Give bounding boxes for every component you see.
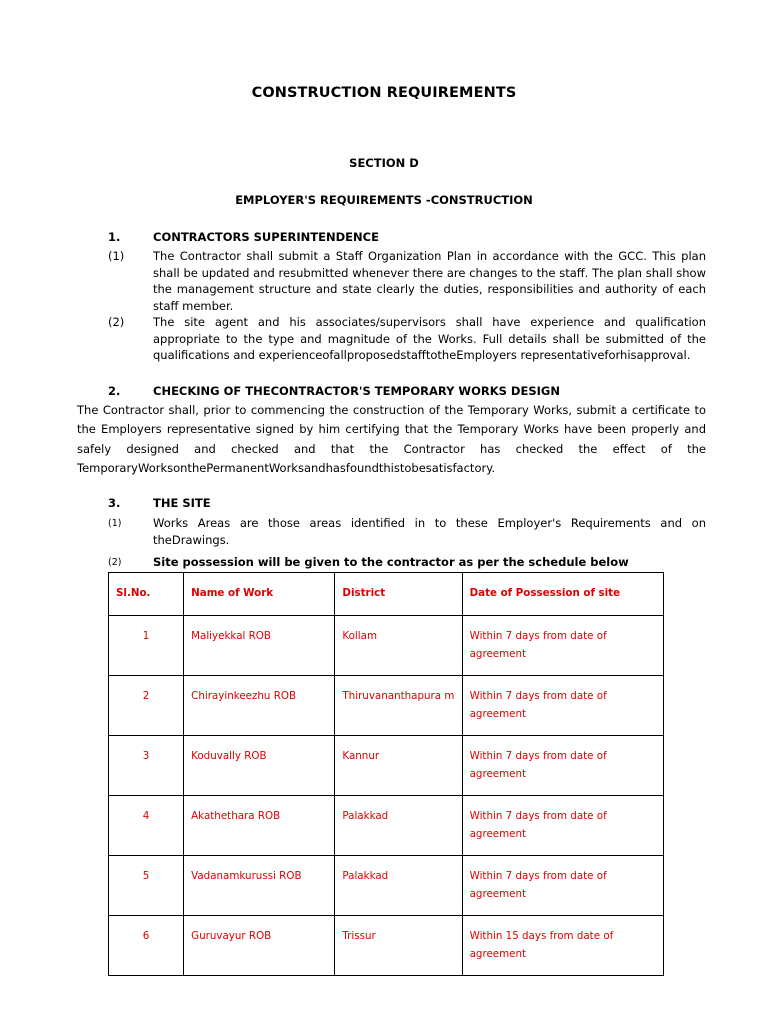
cell-district: Kollam bbox=[335, 616, 462, 676]
item-marker: (2) bbox=[108, 557, 122, 568]
section-2-number: 2. bbox=[108, 384, 121, 398]
cell-district: Kannur bbox=[335, 736, 462, 796]
table-row bbox=[109, 916, 664, 976]
cell-district: Palakkad bbox=[335, 796, 462, 856]
section-1-item-1 bbox=[108, 248, 706, 314]
cell-sl-no: 5 bbox=[109, 856, 184, 916]
section-3-item-2 bbox=[108, 554, 706, 571]
item-text: Site possession will be given to the contractor as per the schedule below bbox=[153, 555, 629, 569]
section-3-title: THE SITE bbox=[153, 496, 211, 510]
cell-name-of-work: Chirayinkeezhu ROB bbox=[184, 676, 335, 736]
document-title: CONSTRUCTION REQUIREMENTS bbox=[251, 85, 517, 101]
item-marker: (2) bbox=[108, 315, 125, 329]
cell-date-of-possession: Within 15 days from date of agreement bbox=[462, 916, 663, 976]
section-label: SECTION D bbox=[349, 156, 419, 170]
possession-schedule-table bbox=[108, 572, 664, 976]
cell-date-of-possession: Within 7 days from date of agreement bbox=[462, 856, 663, 916]
table-row bbox=[109, 736, 664, 796]
cell-sl-no: 3 bbox=[109, 736, 184, 796]
section-1-title: CONTRACTORS SUPERINTENDENCE bbox=[153, 230, 379, 244]
cell-district: Palakkad bbox=[335, 856, 462, 916]
section-3-heading bbox=[108, 496, 211, 510]
header-name-of-work: Name of Work bbox=[184, 573, 335, 616]
header-district: District bbox=[335, 573, 462, 616]
item-marker: (1) bbox=[108, 249, 125, 263]
cell-sl-no: 4 bbox=[109, 796, 184, 856]
cell-date-of-possession: Within 7 days from date of agreement bbox=[462, 796, 663, 856]
section-subtitle: EMPLOYER'S REQUIREMENTS -CONSTRUCTION bbox=[235, 193, 533, 207]
cell-name-of-work: Vadanamkurussi ROB bbox=[184, 856, 335, 916]
cell-name-of-work: Guruvayur ROB bbox=[184, 916, 335, 976]
cell-sl-no: 1 bbox=[109, 616, 184, 676]
section-2-heading bbox=[108, 384, 560, 398]
section-2-title: CHECKING OF THECONTRACTOR'S TEMPORARY WORKS DESIGN bbox=[153, 384, 560, 398]
item-text: The site agent and his associates/supervisors shall have experience and qualification appropriate to the type and magnitude of the Works. Full details shall be submitted of the qualifications and experienceofallproposedstafftotheEmployers representativeforhisapproval. bbox=[153, 315, 706, 363]
table-row bbox=[109, 796, 664, 856]
section-2-paragraph: The Contractor shall, prior to commencing the construction of the Temporary Works, submit a certificate to the Employers representative signed by him certifying that the Temporary Works have been properly and safely designed and checked and that the Contractor has checked the effect of the TemporaryWorksonthePermanentWorksandhasfoundthistobesatisfactory. bbox=[77, 403, 706, 475]
section-3-item-1 bbox=[108, 515, 706, 548]
cell-sl-no: 2 bbox=[109, 676, 184, 736]
header-date-of-possession: Date of Possession of site bbox=[462, 573, 663, 616]
section-3-number: 3. bbox=[108, 496, 121, 510]
item-text: Works Areas are those areas identified in to these Employer's Requirements and on theDrawings. bbox=[153, 516, 706, 547]
cell-name-of-work: Akathethara ROB bbox=[184, 796, 335, 856]
cell-district: Trissur bbox=[335, 916, 462, 976]
header-sl-no: Sl.No. bbox=[109, 573, 184, 616]
cell-district: Thiruvananthapura m bbox=[335, 676, 462, 736]
item-marker: (1) bbox=[108, 518, 122, 529]
cell-name-of-work: Maliyekkal ROB bbox=[184, 616, 335, 676]
table-row bbox=[109, 616, 664, 676]
section-1-heading bbox=[108, 230, 379, 244]
section-1-number: 1. bbox=[108, 230, 121, 244]
table-row bbox=[109, 856, 664, 916]
cell-date-of-possession: Within 7 days from date of agreement bbox=[462, 616, 663, 676]
cell-date-of-possession: Within 7 days from date of agreement bbox=[462, 676, 663, 736]
cell-sl-no: 6 bbox=[109, 916, 184, 976]
table-row bbox=[109, 676, 664, 736]
table-header-row bbox=[109, 573, 664, 616]
cell-name-of-work: Koduvally ROB bbox=[184, 736, 335, 796]
item-text: The Contractor shall submit a Staff Organization Plan in accordance with the GCC. This plan shall be updated and resubmitted whenever there are changes to the staff. The plan shall show the management structure and state clearly the duties, responsibilities and authority of each staff member. bbox=[153, 249, 706, 313]
cell-date-of-possession: Within 7 days from date of agreement bbox=[462, 736, 663, 796]
section-1-item-2 bbox=[108, 314, 706, 364]
